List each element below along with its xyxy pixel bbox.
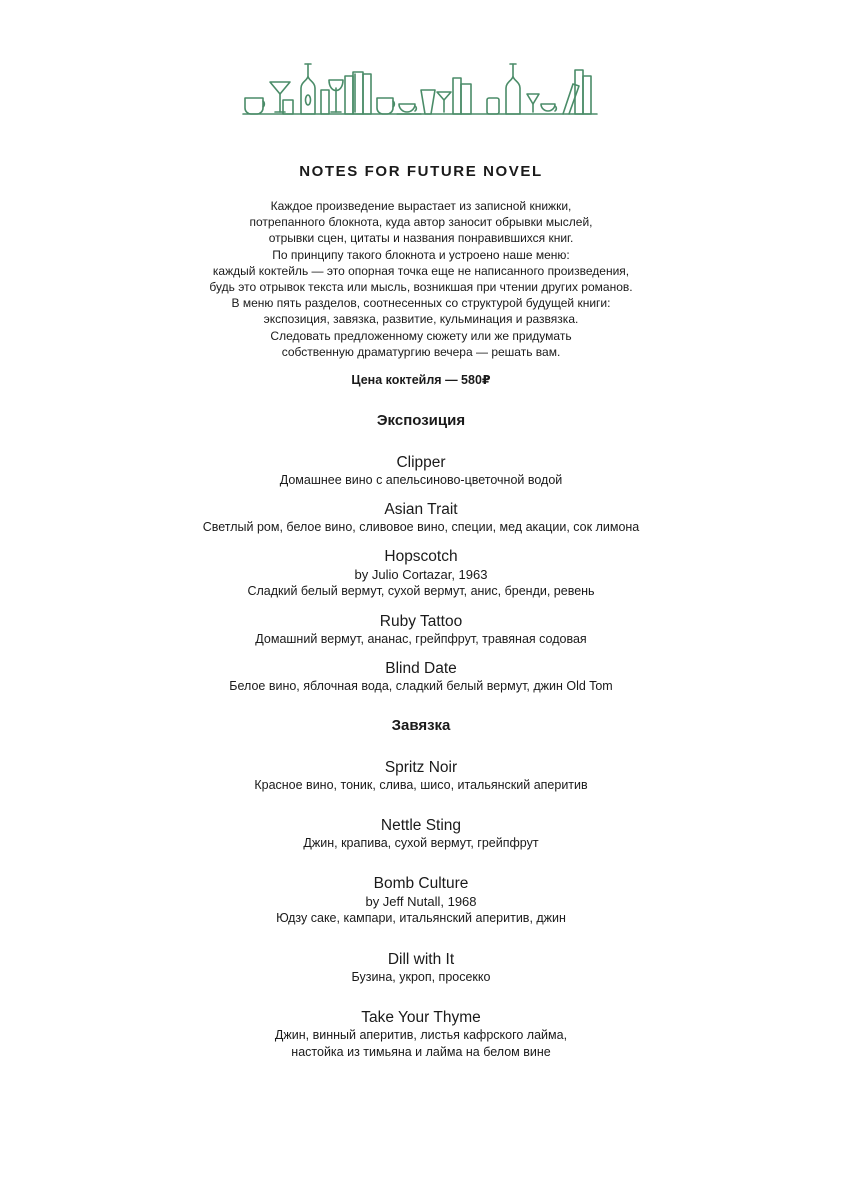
menu-item-ruby-tattoo: [0, 612, 842, 648]
item-name: Nettle Sting: [380, 817, 462, 834]
item-name: Asian Trait: [384, 501, 458, 518]
menu-item-hopscotch: [0, 547, 842, 600]
menu-item-clipper: [0, 453, 842, 489]
item-description: Домашнее вино с апельсиново-цветочной водой: [279, 473, 563, 487]
menu-item-blind-date: [0, 659, 842, 695]
item-description: Джин, крапива, сухой вермут, грейпфрут: [303, 836, 539, 850]
intro-line: собственную драматургию вечера — решать вам.: [281, 344, 561, 359]
intro-line: каждый коктейль — это опорная точка еще не написанного произведения,: [212, 263, 630, 278]
item-description: Красное вино, тоник, слива, шисо, итальянский аперитив: [254, 778, 588, 792]
item-name: Blind Date: [385, 660, 457, 677]
intro-line: экспозиция, завязка, развитие, кульминация и развязка.: [263, 312, 579, 327]
menu-item-asian-trait: [0, 500, 842, 536]
menu-item-nettle-sting: [0, 816, 842, 852]
section-title-setup: Завязка: [391, 717, 451, 734]
item-name: Bomb Culture: [373, 875, 469, 892]
section-title-exposition: Экспозиция: [376, 412, 466, 429]
item-description: Домашний вермут, ананас, грейпфрут, травяная содовая: [255, 632, 587, 646]
cocktail-price: Цена коктейля — 580₽: [351, 373, 491, 387]
menu-item-bomb-culture: [0, 874, 842, 927]
intro-line: Каждое произведение вырастает из записной книжки,: [270, 199, 572, 213]
intro-line: В меню пять разделов, соотнесенных со структурой будущей книги:: [231, 296, 611, 311]
item-description: Юдзу саке, кампари, итальянский аперитив, джин: [276, 911, 566, 925]
item-name: Clipper: [396, 454, 446, 471]
item-description: Джин, винный аперитив, листья кафрского лайма,: [274, 1028, 568, 1042]
menu-item-dill-with-it: [0, 950, 842, 986]
item-description: Светлый ром, белое вино, сливовое вино, специи, мед акации, сок лимона: [202, 520, 640, 534]
item-description-line-2: настойка из тимьяна и лайма на белом вине: [291, 1045, 551, 1059]
menu-item-spritz-noir: [0, 758, 842, 794]
item-name: Hopscotch: [384, 548, 458, 565]
item-name: Ruby Tattoo: [379, 613, 463, 630]
item-description: Белое вино, яблочная вода, сладкий белый вермут, джин Old Tom: [229, 679, 613, 693]
menu-intro: [0, 198, 842, 360]
item-author: by Julio Cortazar, 1963: [354, 567, 488, 582]
item-name: Spritz Noir: [384, 759, 458, 776]
intro-line: По принципу такого блокнота и устроено наше меню:: [272, 247, 570, 262]
intro-line: Следовать предложенному сюжету или же придумать: [270, 328, 572, 343]
intro-line: потрепанного блокнота, куда автор заносит обрывки мыслей,: [249, 215, 593, 230]
menu-title: NOTES FOR FUTURE NOVEL: [299, 163, 543, 180]
item-description: Сладкий белый вермут, сухой вермут, анис, бренди, ревень: [247, 584, 595, 598]
bar-shelf-illustration: [241, 60, 599, 120]
item-name: Dill with It: [387, 951, 455, 968]
intro-line: будь это отрывок текста или мысль, возникшая при чтении других романов.: [209, 280, 633, 295]
item-description: Бузина, укроп, просекко: [351, 970, 491, 984]
item-name: Take Your Thyme: [361, 1009, 481, 1026]
intro-line: отрывки сцен, цитаты и названия понравившихся книг.: [268, 231, 574, 246]
menu-item-take-your-thyme: [0, 1008, 842, 1061]
item-author: by Jeff Nutall, 1968: [365, 894, 477, 909]
